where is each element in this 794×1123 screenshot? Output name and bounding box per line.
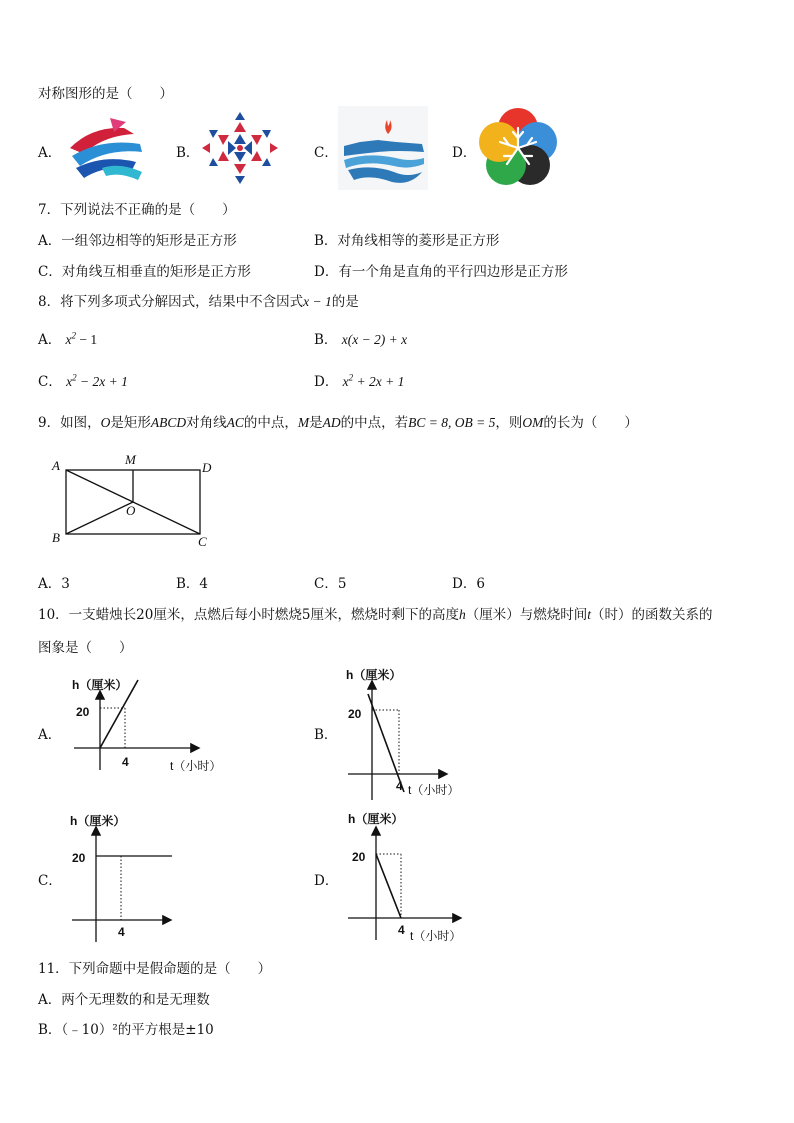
q7-option-b: B．对角线相等的菱形是正方形 bbox=[314, 233, 500, 249]
q8-stem bbox=[38, 290, 359, 310]
q8-option-a bbox=[38, 328, 97, 348]
q9-stem-5: 是 bbox=[309, 415, 323, 431]
q8-option-d-label: D． bbox=[314, 374, 339, 390]
q10-graph-b bbox=[342, 664, 522, 804]
q9-option-b: B．4 bbox=[176, 576, 209, 592]
q10-d-line bbox=[376, 854, 401, 918]
q8-d-exp: 2 bbox=[348, 372, 354, 383]
q10-graph-a bbox=[66, 672, 256, 782]
q10-b-ylabel: h（厘米） bbox=[346, 668, 402, 682]
q10-d-ylabel: h（厘米） bbox=[348, 812, 404, 826]
q10-c-ytick: 20 bbox=[72, 851, 86, 865]
q9-stem-4: 的中点， bbox=[243, 415, 298, 431]
q8-a-base: x bbox=[65, 332, 72, 347]
q7-option-c: C．对角线互相垂直的矩形是正方形 bbox=[38, 264, 251, 280]
q10-option-a-label: A． bbox=[38, 727, 62, 743]
q8-a-exp: 2 bbox=[71, 330, 77, 341]
q8-c-exp: 2 bbox=[72, 372, 77, 383]
q6-option-d-image bbox=[476, 106, 560, 190]
q9-stem-8: 的长为（ ） bbox=[543, 415, 638, 431]
q8-a-rest: − 1 bbox=[76, 332, 98, 347]
q8-stem-pre: 8．将下列多项式分解因式，结果中不含因式 bbox=[38, 294, 304, 310]
q8-option-b-math: x(x − 2) + x bbox=[341, 332, 408, 347]
q10-h: h bbox=[458, 607, 466, 622]
q9-abcd: ABCD bbox=[150, 415, 187, 430]
q8-stem-post: 的是 bbox=[331, 294, 359, 310]
q9-label-m: M bbox=[125, 452, 136, 467]
q10-b-ytick: 20 bbox=[348, 707, 362, 721]
q6-option-d-label: D． bbox=[452, 145, 477, 161]
q9-option-d: D．6 bbox=[452, 576, 485, 592]
q8-option-c bbox=[38, 370, 128, 390]
q8-option-c-math bbox=[66, 374, 128, 389]
q9-stem-7: ，则 bbox=[495, 415, 523, 431]
q9-stem bbox=[38, 411, 638, 431]
q10-graph-c bbox=[66, 810, 246, 944]
q6-stem-tail: 对称图形的是（ ） bbox=[38, 86, 173, 102]
q9-stem-6: 的中点，若 bbox=[340, 415, 409, 431]
q10-stem-line2: 图象是（ ） bbox=[38, 640, 133, 656]
q10-d-xtick: 4 bbox=[398, 923, 405, 937]
q6-option-b-label: B． bbox=[176, 145, 200, 161]
q9-cond: BC = 8, OB = 5 bbox=[408, 415, 496, 430]
q10-option-c-label: C． bbox=[38, 873, 62, 889]
q6-option-c-image bbox=[338, 106, 428, 190]
q10-d-xlabel: t（小时） bbox=[410, 929, 462, 943]
q10-b-xtick: 4 bbox=[396, 779, 403, 793]
q9-segment-bo bbox=[66, 502, 133, 534]
q6-option-c-label: C． bbox=[314, 145, 338, 161]
q6-option-b-image bbox=[200, 108, 280, 188]
q8-option-c-label: C． bbox=[38, 374, 62, 390]
q9-ad: AD bbox=[322, 415, 341, 430]
q11-option-b: B．（﹣10）²的平方根是±10 bbox=[38, 1022, 214, 1038]
q8-option-d-math bbox=[343, 374, 405, 389]
q6-option-a-image bbox=[62, 108, 152, 188]
q10-a-xlabel: t（小时） bbox=[170, 759, 222, 773]
q10-stem-1: 10．一支蜡烛长20厘米，点燃后每小时燃烧5厘米，燃烧时剩下的高度 bbox=[38, 607, 459, 623]
q10-option-d-label: D． bbox=[314, 873, 339, 889]
q8-d-rest: + 2x + 1 bbox=[353, 374, 405, 389]
q8-option-b bbox=[314, 328, 407, 348]
q9-option-c: C．5 bbox=[314, 576, 347, 592]
q10-option-b-label: B． bbox=[314, 727, 338, 743]
q8-option-b-label: B． bbox=[314, 332, 338, 348]
q10-b-xlabel: t（小时） bbox=[408, 783, 460, 797]
q9-o: O bbox=[100, 415, 111, 430]
q9-stem-1: 9．如图， bbox=[38, 415, 101, 431]
q7-option-d: D．有一个角是直角的平行四边形是正方形 bbox=[314, 264, 568, 280]
q10-t: t bbox=[587, 607, 591, 622]
q9-label-o: O bbox=[126, 503, 136, 518]
q9-stem-3: 对角线 bbox=[186, 415, 227, 431]
q8-option-a-label: A． bbox=[38, 332, 62, 348]
q8-c-rest: − 2x + 1 bbox=[76, 374, 128, 389]
q9-om: OM bbox=[522, 415, 544, 430]
q8-option-d bbox=[314, 370, 404, 390]
q9-label-a: A bbox=[52, 458, 60, 473]
q9-label-c: C bbox=[198, 534, 207, 549]
q8-option-a-math bbox=[66, 332, 98, 347]
q10-stem-2: （厘米）与燃烧时间 bbox=[465, 607, 588, 623]
q7-option-a: A．一组邻边相等的矩形是正方形 bbox=[38, 233, 237, 249]
q9-rectangle-figure bbox=[46, 450, 226, 550]
q7-stem: 7．下列说法不正确的是（ ） bbox=[38, 202, 236, 218]
q10-a-ytick: 20 bbox=[76, 705, 90, 719]
q11-stem: 11．下列命题中是假命题的是（ ） bbox=[38, 961, 272, 977]
q9-m: M bbox=[297, 415, 310, 430]
q9-option-a: A．3 bbox=[38, 576, 70, 592]
q10-a-ylabel: h（厘米） bbox=[72, 678, 128, 692]
q10-graph-d bbox=[342, 810, 522, 950]
q10-c-xtick: 4 bbox=[118, 925, 125, 939]
q10-d-ytick: 20 bbox=[352, 850, 366, 864]
q10-c-ylabel: h（厘米） bbox=[70, 814, 126, 828]
q11-option-a: A．两个无理数的和是无理数 bbox=[38, 992, 210, 1008]
q10-stem-3: （时）的函数关系的 bbox=[590, 607, 713, 623]
q10-stem-line1 bbox=[38, 603, 712, 623]
q6-option-a-label: A． bbox=[38, 145, 62, 161]
q9-ac: AC bbox=[226, 415, 244, 430]
q8-c-base: x bbox=[66, 374, 73, 389]
q10-a-xtick: 4 bbox=[122, 755, 129, 769]
q9-stem-2: 是矩形 bbox=[110, 415, 151, 431]
q9-label-d: D bbox=[202, 460, 212, 475]
q9-label-b: B bbox=[52, 530, 60, 545]
q8-stem-math: x − 1 bbox=[303, 294, 332, 309]
q8-d-base: x bbox=[342, 374, 349, 389]
